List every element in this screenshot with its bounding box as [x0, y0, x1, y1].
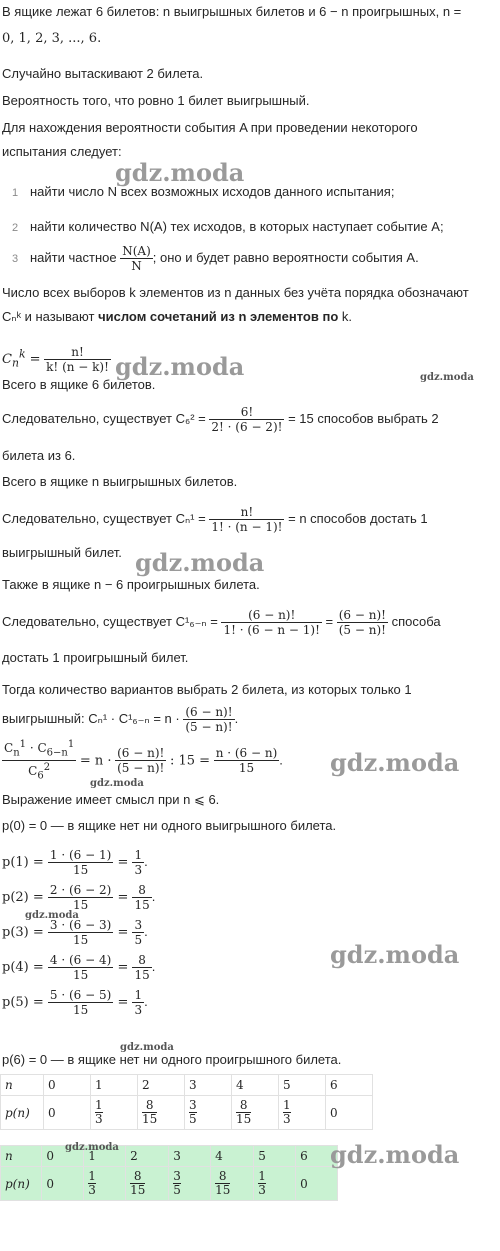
watermark: gdz.moda — [330, 748, 460, 777]
probability-fraction: $\frac{4 \cdot (6 - 4)}{15}$ — [49, 953, 112, 983]
probability-line: p(4) = $\frac{4 \cdot (6 - 4)}{15}$ = $\frac{8}{15}$ . — [2, 953, 156, 983]
table-cell-p: $\frac{3}{5}$ — [185, 1096, 232, 1130]
table-cell-n: 0 — [44, 1075, 91, 1096]
cn1-line: Следовательно, существует Cₙ¹ = $\frac{n!}{1! \cdot (n - 1)!}$ = n способов достать 1 — [2, 505, 428, 535]
table-cell-n: 4 — [211, 1146, 254, 1167]
table-cell-p: $\frac{1}{3}$ — [279, 1096, 326, 1130]
watermark: gdz.moda — [330, 1140, 460, 1169]
table-cell-n: 1 — [91, 1075, 138, 1096]
combinations-def-1: Число всех выборов k элементов из n данных без учёта порядка обозначают — [2, 285, 469, 300]
favorable-formula: выигрышный: Cₙ¹ · C¹₆₋ₙ = n · $\frac{(6 - n)!}{(5 - n)!}$ . — [2, 705, 239, 735]
table-cell-n: 3 — [185, 1075, 232, 1096]
probability-fraction: $\frac{1 \cdot (6 - 1)}{15}$ — [49, 848, 112, 878]
table-row-p — [1, 1096, 373, 1130]
table-row-n — [1, 1146, 338, 1167]
probability-result: $\frac{3}{5}$ — [134, 918, 143, 948]
probability-label: p(2) = — [2, 890, 48, 905]
probability-label: p(5) = — [2, 995, 48, 1010]
table-cell-n: 2 — [126, 1146, 169, 1167]
table-cell-n: 0 — [42, 1146, 84, 1167]
table-cell-p: $\frac{8}{15}$ — [138, 1096, 185, 1130]
table-row-n — [1, 1075, 373, 1096]
watermark: gdz.moda — [115, 158, 245, 187]
probability-fraction: $\frac{2 \cdot (6 - 2)}{15}$ — [49, 883, 112, 913]
table-header-p: p(n) — [1, 1096, 44, 1130]
table-header-p: p(n) — [1, 1167, 42, 1201]
combinations-formula: $C_n^k$ = $\frac{n!}{k! (n - k)!}$ — [2, 345, 109, 375]
p0-line: p(0) = 0 — в ящике нет ни одного выигрышного билета. — [2, 818, 337, 833]
table-row-p — [1, 1167, 338, 1201]
table-cell-p: $\frac{8}{15}$ — [126, 1167, 169, 1201]
table-header-n: n — [1, 1075, 44, 1096]
table-cell-p: $\frac{3}{5}$ — [169, 1167, 211, 1201]
cn1-line-2: выигрышный билет. — [2, 545, 122, 560]
table-cell-n: 1 — [84, 1146, 126, 1167]
step-1: 1 найти число N всех возможных исходов данного испытания; — [12, 184, 395, 199]
intro-line-2: 0, 1, 2, 3, ..., 6. — [2, 31, 102, 46]
probability-result: $\frac{8}{15}$ — [134, 883, 150, 913]
table-cell-p: $\frac{1}{3}$ — [84, 1167, 126, 1201]
watermark-small: gdz.moda — [25, 910, 79, 921]
losing-count: Также в ящике n − 6 проигрышных билета. — [2, 577, 260, 592]
table-cell-p: 0 — [326, 1096, 373, 1130]
fraction-na-over-n: $\frac{N(A)}{N}$ — [122, 244, 151, 274]
draw-two-tickets: Случайно вытаскивают 2 билета. — [2, 66, 204, 81]
total-tickets: Всего в ящике 6 билетов. — [2, 377, 156, 392]
table-cell-n: 6 — [296, 1146, 338, 1167]
table-header-n: n — [1, 1146, 42, 1167]
c62-line-2: билета из 6. — [2, 448, 76, 463]
favorable-intro: Тогда количество вариантов выбрать 2 билета, из которых только 1 — [2, 682, 412, 697]
probability-line: p(5) = $\frac{5 \cdot (6 - 5)}{15}$ = $\frac{1}{3}$ . — [2, 988, 148, 1018]
probability-result: $\frac{1}{3}$ — [134, 988, 143, 1018]
watermark-small: gdz.moda — [120, 1042, 174, 1053]
p6-line: p(6) = 0 — в ящике нет ни одного проигрышного билета. — [2, 1052, 342, 1067]
table-cell-n: 2 — [138, 1075, 185, 1096]
watermark-small: gdz.moda — [65, 1142, 119, 1153]
winning-count: Всего в ящике n выигрышных билетов. — [2, 474, 238, 489]
probability-result: $\frac{1}{3}$ — [134, 848, 143, 878]
table-cell-n: 6 — [326, 1075, 373, 1096]
watermark-small: gdz.moda — [420, 372, 474, 383]
watermark: gdz.moda — [330, 940, 460, 969]
watermark: gdz.moda — [115, 352, 245, 381]
c6n-line: Следовательно, существует C¹₆₋ₙ = $\frac{(6 - n)!}{1! \cdot (6 - n - 1)!}$ = $\frac{(6 - n)!}{(5 - n)!}$ способа — [2, 608, 441, 638]
c6n-line-2: достать 1 проигрышный билет. — [2, 650, 189, 665]
probability-label: p(3) = — [2, 925, 48, 940]
table-cell-p: $\frac{8}{15}$ — [232, 1096, 279, 1130]
probability-label: p(4) = — [2, 960, 48, 975]
table-cell-p: $\frac{1}{3}$ — [91, 1096, 138, 1130]
domain-condition: Выражение имеет смысл при n ⩽ 6. — [2, 792, 220, 807]
table-cell-p: $\frac{1}{3}$ — [254, 1167, 296, 1201]
probability-label: p(1) = — [2, 855, 48, 870]
probability-fraction: $\frac{3 \cdot (6 - 3)}{15}$ — [49, 918, 112, 948]
probability-line: p(1) = $\frac{1 \cdot (6 - 1)}{15}$ = $\frac{1}{3}$ . — [2, 848, 148, 878]
table-cell-n: 5 — [279, 1075, 326, 1096]
combinations-def-2: Cₙᵏ и называют числом сочетаний из n элементов по k. — [2, 309, 353, 324]
step-3: 3 найти частное $\frac{N(A)}{N}$ ; оно и будет равно вероятности события A. — [12, 244, 419, 274]
step-2: 2 найти количество N(A) тех исходов, в которых наступает событие A; — [12, 219, 444, 234]
c62-line: Следовательно, существует C₆² = $\frac{6!}{2! \cdot (6 - 2)!}$ = 15 способов выбрать 2 — [2, 405, 439, 435]
watermark-small: gdz.moda — [90, 778, 144, 789]
probability-result: $\frac{8}{15}$ — [134, 953, 150, 983]
table-cell-n: 5 — [254, 1146, 296, 1167]
probability-line: p(2) = $\frac{2 \cdot (6 - 2)}{15}$ = $\frac{8}{15}$ . — [2, 883, 156, 913]
table-cell-n: 4 — [232, 1075, 279, 1096]
table-cell-p: 0 — [42, 1167, 84, 1201]
table-cell-p: $\frac{8}{15}$ — [211, 1167, 254, 1201]
probability-general: $\frac{C_n^1 \cdot C_{6-n}^1}{C_6^2}$ = n · $\frac{(6 - n)!}{(5 - n)!}$ : 15 = $\frac{n \cdot (6 - n)}{15}$ . — [4, 739, 283, 782]
probability-table — [0, 1074, 373, 1130]
probability-table-highlighted — [0, 1145, 338, 1201]
probability-fraction: $\frac{5 \cdot (6 - 5)}{15}$ — [49, 988, 112, 1018]
probability-line: p(3) = $\frac{3 \cdot (6 - 3)}{15}$ = $\frac{3}{5}$ . — [2, 918, 148, 948]
method-intro-1: Для нахождения вероятности события A при проведении некоторого — [2, 120, 418, 135]
table-cell-n: 3 — [169, 1146, 211, 1167]
table-cell-p: 0 — [44, 1096, 91, 1130]
probability-question: Вероятность того, что ровно 1 билет выигрышный. — [2, 93, 310, 108]
table-cell-p: 0 — [296, 1167, 338, 1201]
method-intro-2: испытания следует: — [2, 144, 122, 159]
watermark: gdz.moda — [135, 548, 265, 577]
intro-line-1: В ящике лежат 6 билетов: n выигрышных билетов и 6 − n проигрышных, n = — [2, 4, 462, 19]
